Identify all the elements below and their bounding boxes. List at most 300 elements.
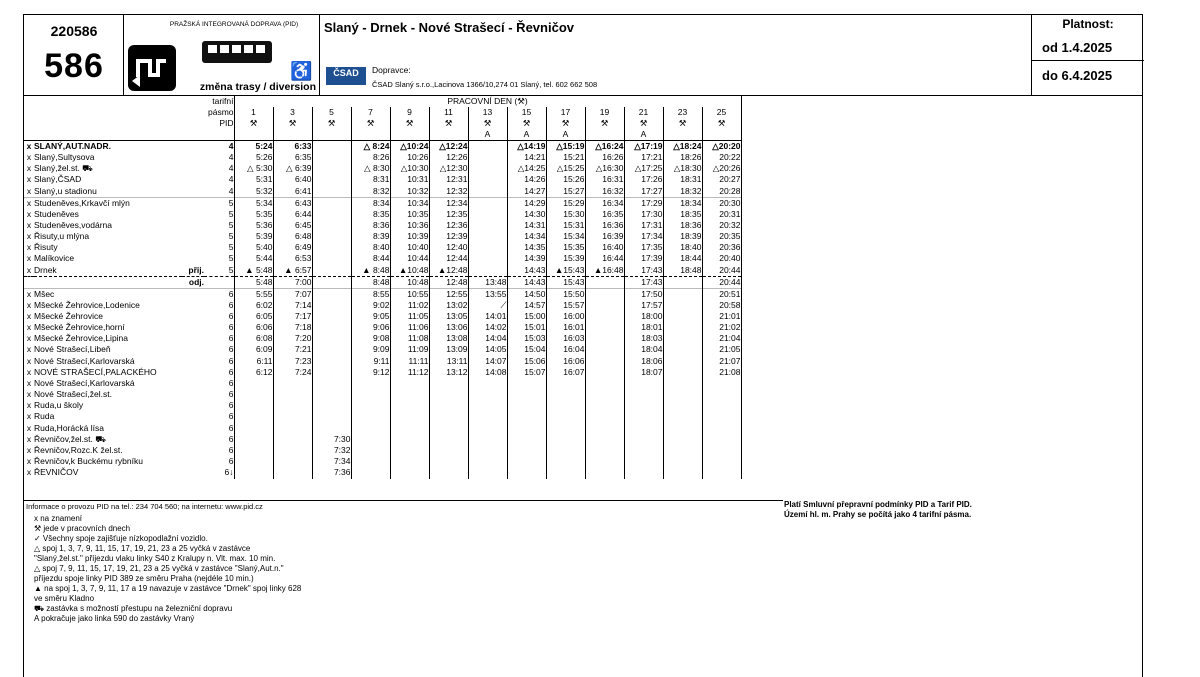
arr-dep-label [182,378,204,389]
departure-time: 16:35 [585,209,624,220]
departure-time: 18:34 [663,197,702,209]
departure-time [624,378,663,389]
departure-time [234,456,273,467]
trip-header [351,129,390,141]
request-stop-mark: x [26,321,32,332]
stop-row [24,467,741,478]
route-box [320,15,1032,96]
departure-time: △10:24 [390,141,429,153]
trip-header: ⚒ [234,118,273,129]
departure-time [546,400,585,411]
departure-time: 6:49 [273,242,312,253]
stop-name: Řevničov,žel.st. ⛟ [34,433,106,444]
stop-name: Mšecké Žehrovice,horní [34,321,125,332]
trip-header: ⚒ [273,118,312,129]
departure-time: 10:35 [390,209,429,220]
departure-time: ▲15:43 [546,265,585,277]
arr-dep-label [182,209,204,220]
departure-time: 14:35 [507,242,546,253]
stop-row [24,322,741,333]
trip-header: 15 [507,107,546,118]
departure-time [273,456,312,467]
departure-time [468,152,507,163]
departure-time: 18:07 [624,367,663,378]
stop-row [24,445,741,456]
legend-item: ⛟ zastávka s možností přestupu na železniční dopravu [34,604,233,613]
departure-time [468,231,507,242]
tariff-zone: 6 [204,411,234,422]
departure-time: 6:41 [273,186,312,198]
departure-time: 6:35 [273,152,312,163]
departure-time: ▲ 8:48 [351,265,390,277]
tariff-label [204,129,234,141]
request-stop-mark: x [26,231,32,242]
departure-time [585,378,624,389]
departure-time: 8:55 [351,288,390,300]
departure-time [702,378,741,389]
departure-time: 14:05 [468,344,507,355]
stop-name: Řevničov,k Buckému rybníku [34,456,143,467]
departure-time: 10:32 [390,186,429,198]
stop-name: NOVÉ STRAŠECÍ,PALACKÉHO [34,366,157,377]
trip-header [312,129,351,141]
departure-time [312,333,351,344]
request-stop-mark: x [26,411,32,422]
departure-time [312,423,351,434]
departure-time: 6:09 [234,344,273,355]
departure-time [429,423,468,434]
name-cell [34,118,182,129]
trip-header: ⚒ [663,118,702,129]
departure-time: 17:43 [624,276,663,288]
tariff-zone: 6↓ [204,467,234,478]
request-stop-mark: x [24,141,34,153]
departure-time: 15:31 [546,220,585,231]
departure-time: 10:55 [390,288,429,300]
stop-row [24,265,741,277]
departure-time [468,434,507,445]
departure-time [468,253,507,264]
departure-time: 7:18 [273,322,312,333]
departure-time [624,434,663,445]
departure-time [507,467,546,478]
departure-time [429,456,468,467]
legend-item: x na znamení [34,514,83,523]
tariff-zone: 5 [204,253,234,264]
departure-time [351,378,390,389]
departure-time: 17:30 [624,209,663,220]
departure-time [312,209,351,220]
legend-item: △ spoj 7, 9, 11, 15, 17, 19, 21, 23 a 25 vyčká v zastávce "Slaný,Aut.n." [34,564,284,573]
departure-time: 10:36 [390,220,429,231]
departure-time [234,467,273,478]
stop-row [24,163,741,174]
footer-divider [24,500,783,501]
request-stop-mark: x [26,445,32,456]
tariff-zone: 5 [204,265,234,277]
departure-time: 7:34 [312,456,351,467]
departure-time: 7:32 [312,445,351,456]
tariff-zone: 6 [204,322,234,333]
departure-time: 14:02 [468,322,507,333]
departure-time: 9:06 [351,322,390,333]
departure-time [663,445,702,456]
departure-time: 15:04 [507,344,546,355]
departure-time: 15:50 [546,288,585,300]
departure-time: 17:43 [624,265,663,277]
departure-time [273,445,312,456]
departure-time: 18:36 [663,220,702,231]
departure-time: 11:12 [390,367,429,378]
stop-name: Řevničov,Rozc.K žel.st. [34,445,123,456]
stop-name: Ruda [34,411,55,422]
departure-time [468,186,507,198]
departure-time [468,411,507,422]
tariff-zone: 6 [204,456,234,467]
departure-time: △18:24 [663,141,702,153]
departure-time: 20:44 [702,276,741,288]
departure-time: 16:03 [546,333,585,344]
departure-time [312,322,351,333]
departure-time [585,434,624,445]
departure-time [702,400,741,411]
departure-time: 17:57 [624,300,663,311]
stop-name: ŘEVNIČOV [34,467,79,478]
departure-time: 9:02 [351,300,390,311]
request-stop-mark: x [24,288,34,300]
trip-header: ⚒ [390,118,429,129]
departure-time [390,411,429,422]
departure-time: 10:26 [390,152,429,163]
departure-time [585,367,624,378]
departure-time: 18:44 [663,253,702,264]
departure-time: ▲12:48 [429,265,468,277]
departure-time: 14:43 [507,276,546,288]
departure-time: △14:25 [507,163,546,174]
departure-time [468,445,507,456]
stop-name: Slaný,Sultysova [34,152,95,163]
departure-time [624,423,663,434]
departure-time [390,378,429,389]
departure-time: 15:35 [546,242,585,253]
departure-time: 7:36 [312,467,351,478]
departure-time: 15:39 [546,253,585,264]
departure-time [429,378,468,389]
departure-time: 11:05 [390,311,429,322]
departure-time: 15:01 [507,322,546,333]
departure-time: 11:08 [390,333,429,344]
departure-time: 18:32 [663,186,702,198]
info-line: Informace o provozu PID na tel.: 234 704 560; na internetu: www.pid.cz [26,502,263,511]
stop-row [24,434,741,445]
arr-dep-label [182,288,204,300]
stop-name: Nové Strašecí,Karlovarská [34,355,135,366]
stop-row [24,378,741,389]
arr-dep-label [182,434,204,445]
departure-time: 12:39 [429,231,468,242]
arr-dep-label [182,344,204,355]
departure-time: △12:30 [429,163,468,174]
departure-time [312,220,351,231]
departure-time [429,411,468,422]
pid-box [148,15,320,96]
trip-header: 23 [663,107,702,118]
departure-time: 6:11 [234,355,273,366]
stop-row [24,220,741,231]
departure-time: 20:22 [702,152,741,163]
departure-time [507,400,546,411]
departure-time [624,411,663,422]
departure-time [546,411,585,422]
trip-header: ⚒ [624,118,663,129]
departure-time [663,389,702,400]
tariff-label: pásmo [204,107,234,118]
departure-time: 6:44 [273,209,312,220]
departure-time [585,355,624,366]
departure-time: 15:03 [507,333,546,344]
departure-time [273,378,312,389]
departure-time [429,400,468,411]
departure-time: 16:40 [585,242,624,253]
departure-time: 21:07 [702,355,741,366]
departure-time: △16:24 [585,141,624,153]
departure-time [585,423,624,434]
tariff-zone: 5 [204,209,234,220]
departure-time: 6:06 [234,322,273,333]
arr-dep-label [182,467,204,478]
departure-time [312,344,351,355]
departure-time: 17:31 [624,220,663,231]
departure-time [390,423,429,434]
arr-dep-label [182,355,204,366]
departure-time: 15:26 [546,174,585,185]
arr-cell [182,129,204,141]
departure-time: 15:06 [507,355,546,366]
header-row [24,129,741,141]
request-stop-mark: x [26,355,32,366]
trip-header: ⚒ [351,118,390,129]
tariff-zone: 4 [204,186,234,198]
stop-row [24,411,741,422]
departure-time: 6:08 [234,333,273,344]
stop-row [24,288,741,300]
departure-time [390,467,429,478]
departure-time: 15:00 [507,311,546,322]
departure-time: 17:26 [624,174,663,185]
departure-time [624,445,663,456]
departure-time [273,467,312,478]
bus-icon [202,41,272,63]
trip-header [429,129,468,141]
departure-time: 10:48 [390,276,429,288]
header [24,15,1142,96]
departure-time [546,467,585,478]
stop-row [24,242,741,253]
departure-time: △15:25 [546,163,585,174]
departure-time [585,344,624,355]
trip-header [234,129,273,141]
departure-time: ▲ 5:48 [234,265,273,277]
departure-time: 16:39 [585,231,624,242]
stop-name: Mšecké Žehrovice,Lodenice [34,299,140,310]
departure-time: 20:28 [702,186,741,198]
departure-time: 14:31 [507,220,546,231]
departure-time: 16:04 [546,344,585,355]
timetable [24,96,742,479]
departure-time: 14:50 [507,288,546,300]
departure-time [468,378,507,389]
legend-item: △ spoj 1, 3, 7, 9, 11, 15, 17, 19, 21, 23 a 25 vyčká v zastávce [34,544,251,553]
tariff-zone: 4 [204,141,234,153]
departure-time [624,400,663,411]
trip-header: 21 [624,107,663,118]
stop-row [24,344,741,355]
legend-item: příjezdu spoje linky PID 389 ze směru Praha (nejdéle 10 min.) [34,574,254,583]
arr-dep-label [182,163,204,174]
arr-dep-label [182,300,204,311]
request-stop-mark: x [26,208,32,219]
tariff-zone: 6 [204,333,234,344]
departure-time: △14:19 [507,141,546,153]
departure-time [468,467,507,478]
stop-row [24,186,741,198]
stop-name: Nové Strašecí,žel.st. [34,389,112,400]
request-stop-mark: x [26,219,32,230]
trip-header: 17 [546,107,585,118]
departure-time: 6:53 [273,253,312,264]
trip-header: 25 [702,107,741,118]
trip-header: A [624,129,663,141]
departure-time [234,378,273,389]
departure-time: 17:50 [624,288,663,300]
departure-time: 17:27 [624,186,663,198]
departure-time [312,389,351,400]
request-stop-mark: x [26,366,32,377]
departure-time: 7:30 [312,434,351,445]
stop-row [24,456,741,467]
departure-time: 18:35 [663,209,702,220]
departure-time [312,411,351,422]
departure-time [468,209,507,220]
departure-time [585,333,624,344]
request-stop-mark: x [26,242,32,253]
departure-time [702,423,741,434]
departure-time: 8:36 [351,220,390,231]
departure-time [585,389,624,400]
departure-time [468,242,507,253]
organizer-label: PRAŽSKÁ INTEGROVANÁ DOPRAVA (PID) [169,21,299,28]
departure-time: 21:05 [702,344,741,355]
valid-from: od 1.4.2025 [1042,40,1113,55]
departure-time [234,445,273,456]
departure-time: 8:32 [351,186,390,198]
departure-time: 17:21 [624,152,663,163]
arr-dep-label [182,174,204,185]
stop-row [24,300,741,311]
departure-time [585,300,624,311]
timetable-sheet [23,14,1143,677]
departure-time: ▲ 6:57 [273,265,312,277]
departure-time: 9:09 [351,344,390,355]
tariff-zone: 6 [204,367,234,378]
departure-time: 16:00 [546,311,585,322]
departure-time [624,389,663,400]
departure-time: 10:34 [390,197,429,209]
departure-time [351,389,390,400]
departure-time: 16:32 [585,186,624,198]
departure-time: 6:43 [273,197,312,209]
trip-header [390,129,429,141]
arr-dep-label [182,242,204,253]
departure-time [546,378,585,389]
arr-cell [182,96,204,107]
arr-dep-label [182,456,204,467]
departure-time [507,389,546,400]
departure-time [312,231,351,242]
legend-item: A pokračuje jako linka 590 do zastávky Vraný [34,614,195,623]
departure-time [702,456,741,467]
trip-header [585,129,624,141]
departure-time [546,445,585,456]
departure-time: 18:03 [624,333,663,344]
departure-time: 14:07 [468,355,507,366]
trip-header: ⚒ [468,118,507,129]
departure-time: 16:26 [585,152,624,163]
departure-time: 12:36 [429,220,468,231]
request-stop-mark [24,276,34,288]
validity-divider [1032,60,1144,61]
tariff-zone: 6 [204,311,234,322]
departure-time: 15:43 [546,276,585,288]
departure-time: 14:01 [468,311,507,322]
trip-header: 13 [468,107,507,118]
departure-time [390,389,429,400]
departure-time: 5:32 [234,186,273,198]
departure-time [273,400,312,411]
departure-time [468,141,507,153]
departure-time: △ 8:30 [351,163,390,174]
tariff-zone: 6 [204,389,234,400]
validity-box [1032,15,1144,96]
stop-name: Slaný,u stadionu [34,185,97,196]
stop-name: Mšecké Žehrovice,Lipina [34,333,129,344]
departure-time [702,411,741,422]
departure-time: 21:08 [702,367,741,378]
departure-time: 18:04 [624,344,663,355]
departure-time: 8:48 [351,276,390,288]
departure-time [546,456,585,467]
departure-time [507,411,546,422]
stop-row [24,355,741,366]
departure-time [312,242,351,253]
request-stop-mark: x [26,433,32,444]
departure-time [312,378,351,389]
departure-time: 14:39 [507,253,546,264]
departure-time: 11:02 [390,300,429,311]
stop-row [24,276,741,288]
tariff-zone: 6 [204,445,234,456]
departure-time: 20:51 [702,288,741,300]
departure-time: 21:01 [702,311,741,322]
departure-time: 16:36 [585,220,624,231]
name-cell [34,96,182,107]
departure-time [507,378,546,389]
stop-name: Řisuty [34,242,58,253]
trip-header: 9 [390,107,429,118]
tariff-zone: 5 [204,242,234,253]
departure-time: 5:35 [234,209,273,220]
departure-time: ▲10:48 [390,265,429,277]
